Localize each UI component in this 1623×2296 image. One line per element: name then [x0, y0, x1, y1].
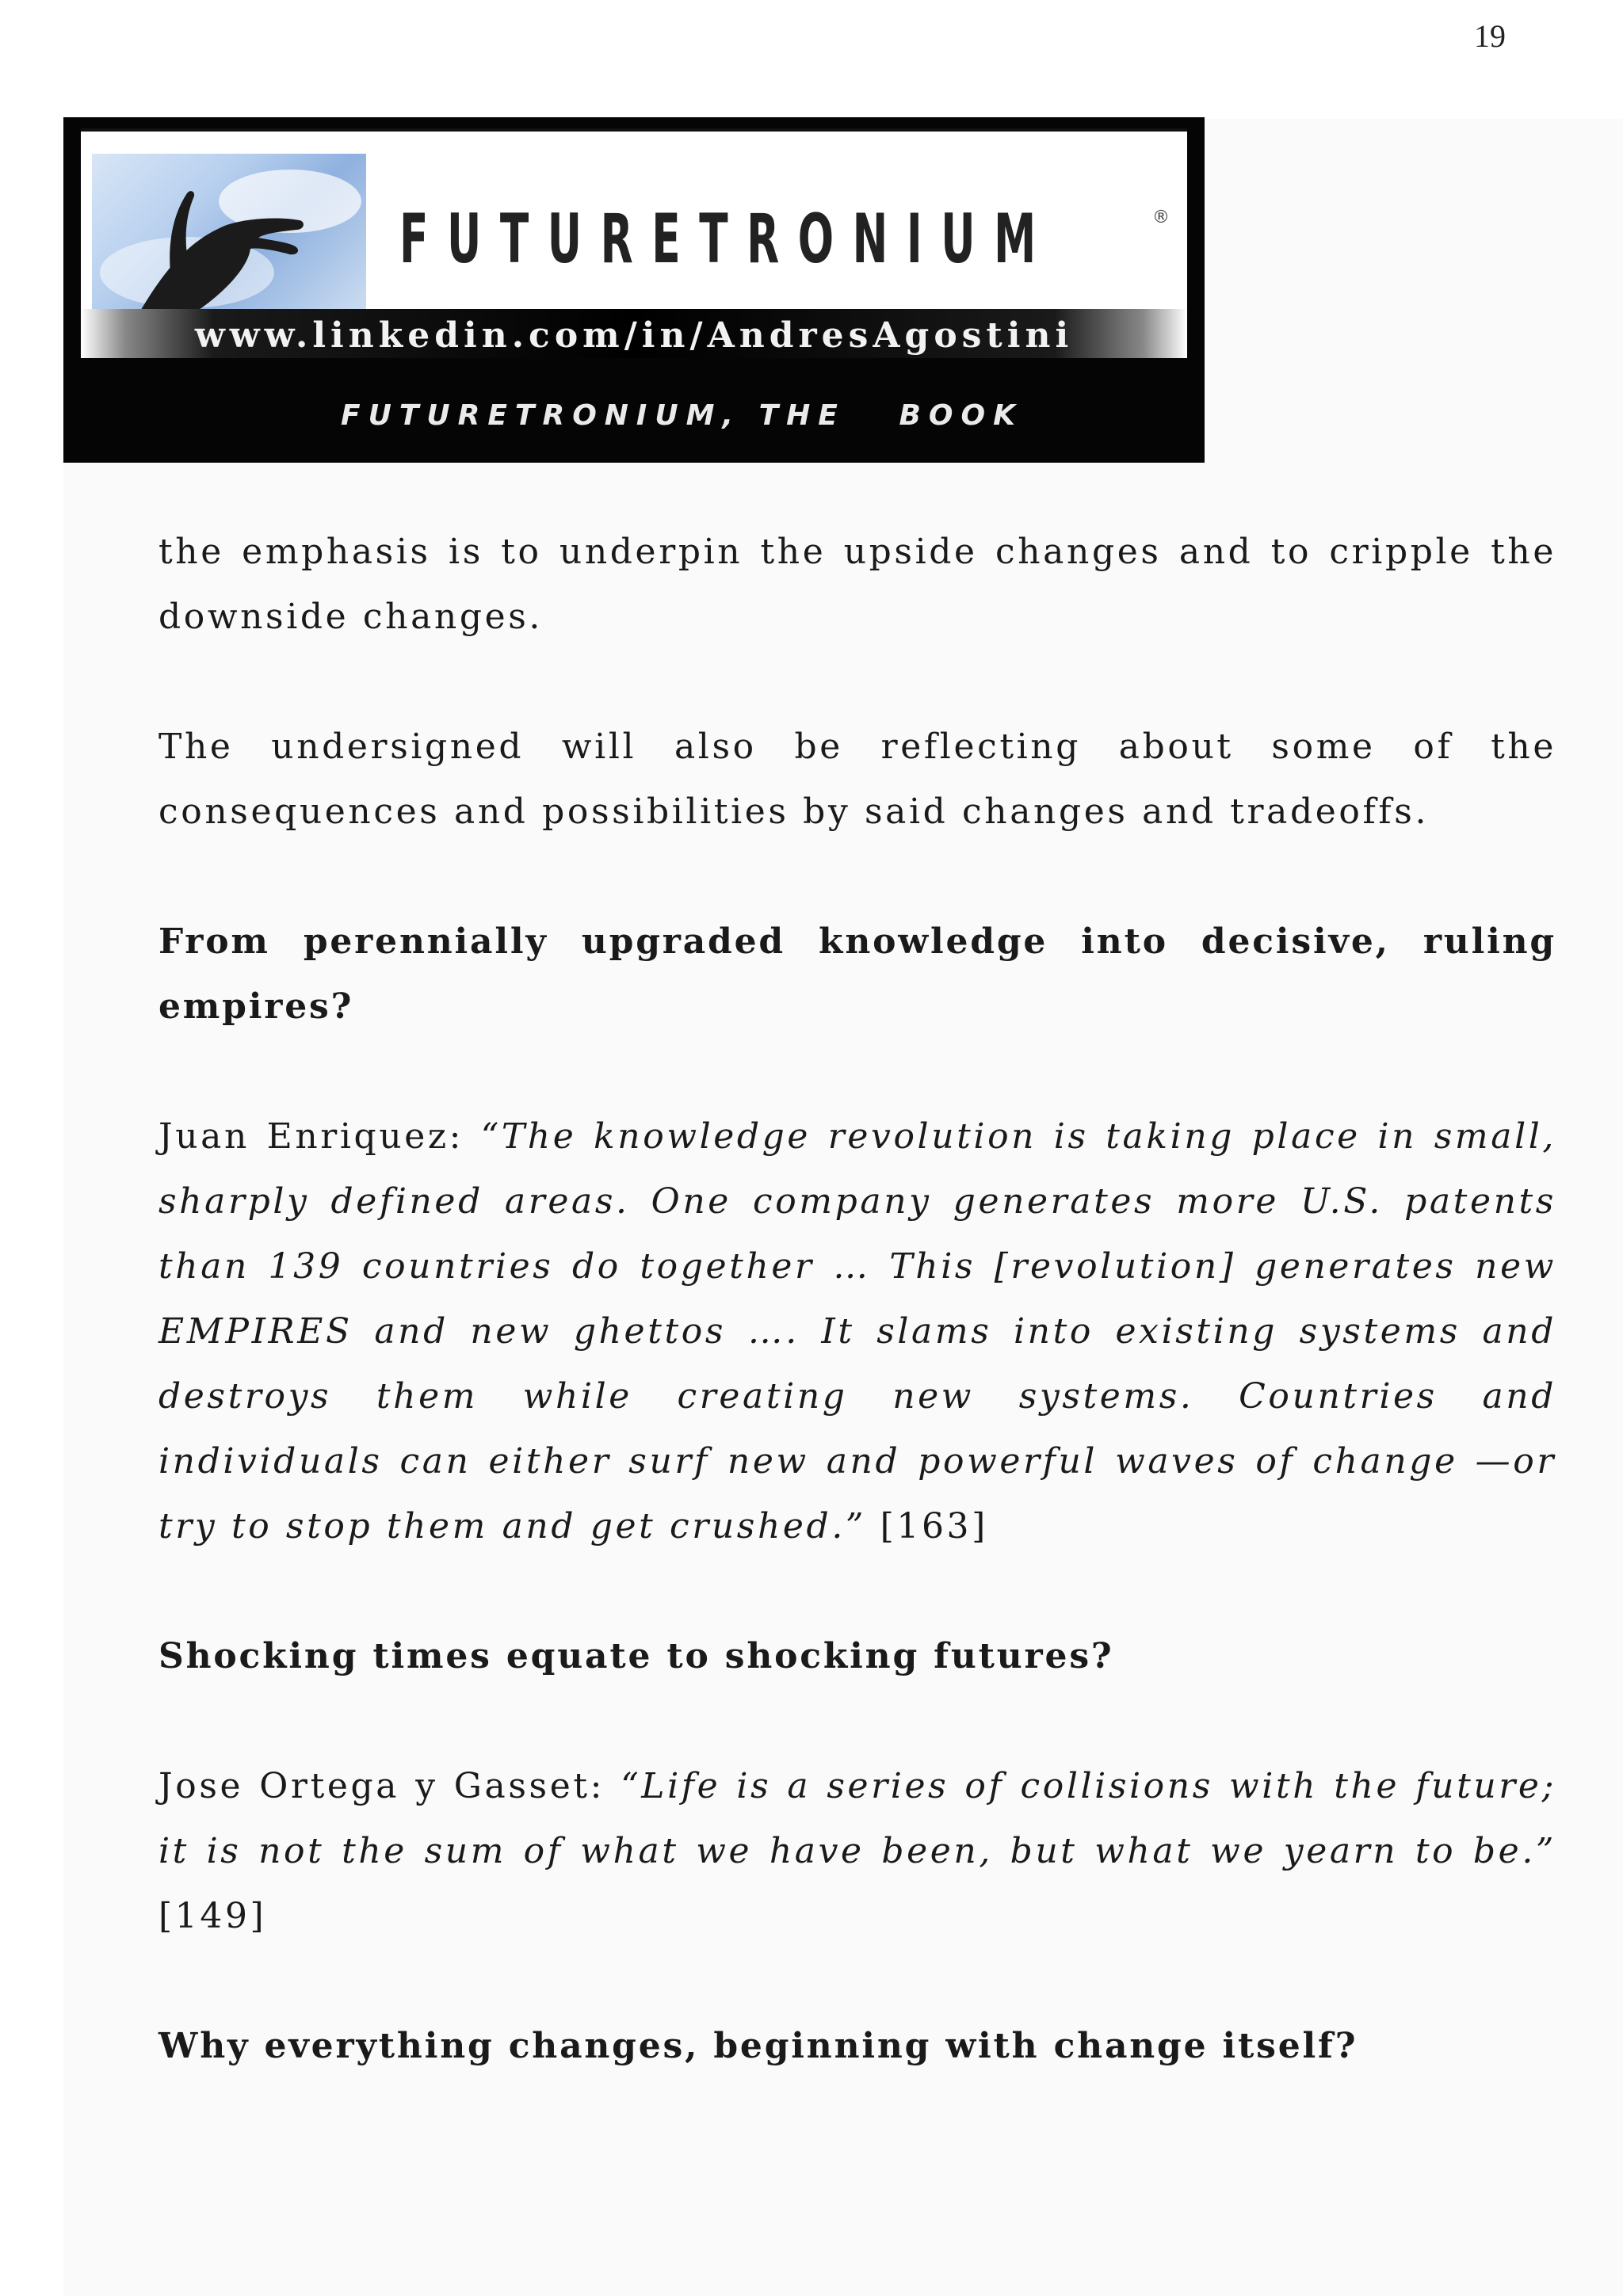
quote-speaker: Jose Ortega y Gasset:	[158, 1766, 621, 1806]
quote-paragraph	[158, 1104, 1556, 1559]
banner-url: www.linkedin.com/in/AndresAgostini	[194, 315, 1074, 356]
registered-mark: ®	[1152, 208, 1170, 227]
section-heading: Why everything changes, beginning with change itself?	[158, 2026, 1358, 2066]
quote-text: “Life is a series of collisions with the future; it is not the sum of what we have been, but what we yearn to be.”	[158, 1766, 1556, 1871]
quote-text: “The knowledge revolution is taking place in small, sharply defined areas. One company generates more U.S. patents than 139 countries do together … This [revolution] generates new EMPIRES and new ghettos …. It slams into existing systems and destroys them while creating new systems. Countries and individuals can either surf new and powerful waves of change —or try to stop them and get crushed.”	[158, 1116, 1556, 1547]
quote-paragraph	[158, 1754, 1556, 1949]
banner-panel	[81, 128, 1187, 355]
page-content	[158, 520, 1556, 2079]
reference-number: [149]	[158, 1896, 267, 1936]
paragraph: the emphasis is to underpin the upside changes and to cripple the downside changes.	[158, 532, 1556, 637]
section-heading: Shocking times equate to shocking futures?	[158, 1636, 1114, 1676]
page-number: 19	[1474, 18, 1506, 54]
reference-number: [163]	[866, 1506, 988, 1547]
banner-title: FUTURETRONIUM	[399, 200, 1055, 279]
paragraph: The undersigned will also be reflecting about some of the consequences and possibilities by said changes and tradeoffs.	[158, 727, 1556, 832]
quote-speaker: Juan Enriquez:	[158, 1116, 481, 1157]
header-banner	[63, 117, 1205, 463]
hand-reaching-sky-icon	[92, 154, 366, 320]
section-heading: From perennially upgraded knowledge into decisive, ruling empires?	[158, 921, 1556, 1027]
banner-subtitle: FUTURETRONIUM, THE BOOK	[341, 399, 1024, 432]
